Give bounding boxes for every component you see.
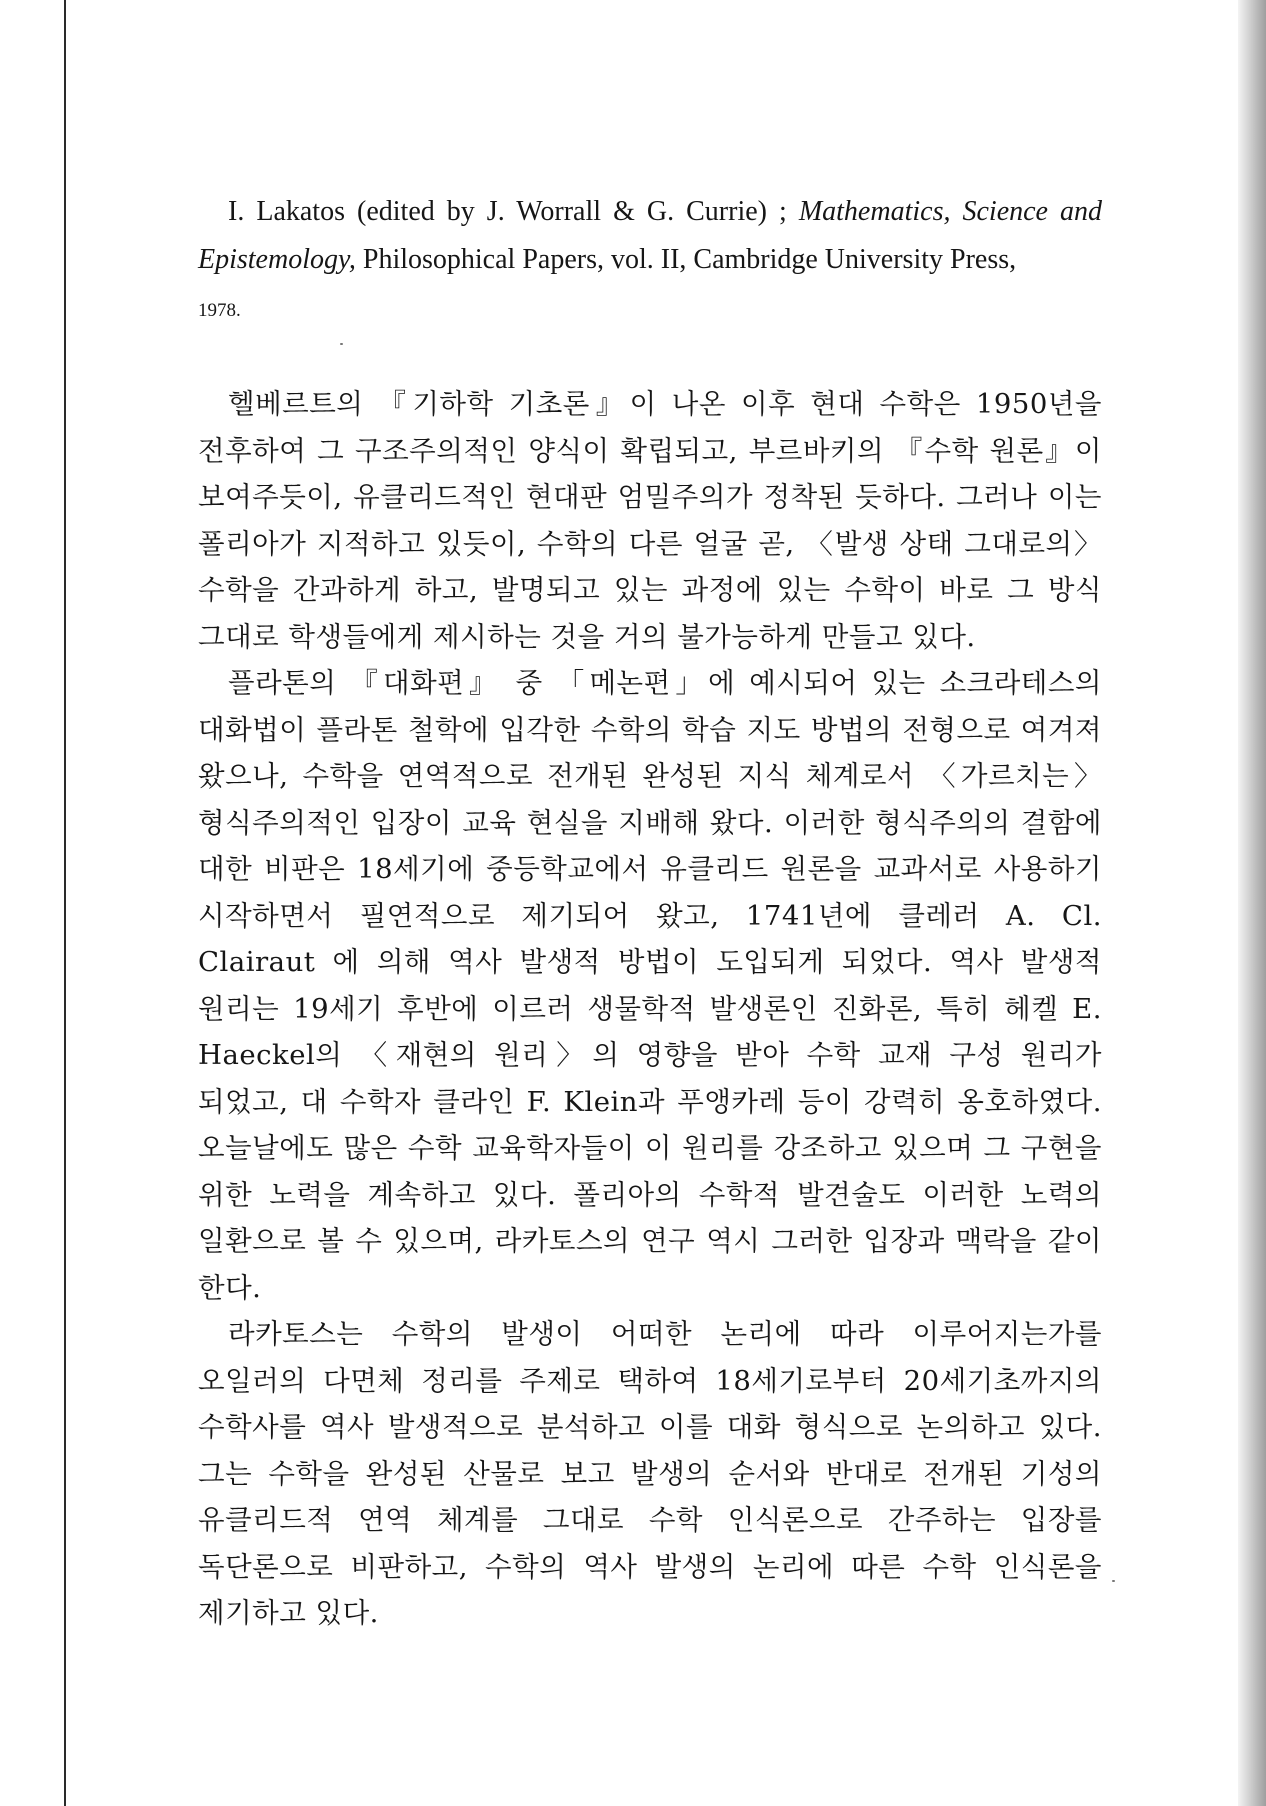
page-edge-shadow xyxy=(1238,0,1266,1806)
paragraph: 플라톤의 『대화편』 중 「메논편」에 예시되어 있는 소크라테스의 대화법이 플라톤 철학에 입각한 수학의 학습 지도 방법의 전형으로 여겨져 왔으나, 수학을 연역적으로 전개된 완성된 지식 체계로서 〈가르치는〉 형식주의적인 입장이 교육 현실을 지배해 왔다. 이러한 형식주의의 결함에 대한 비판은 18세기에 중등학교에서 유클리드 원론을 교과서로 사용하기 시작하면서 필연적으로 제기되어 왔고, 1741년에 클레러 A. Cl. Clairaut 에 의해 역사 발생적 방법이 도입되게 되었다. 역사 발생적 원리는 19세기 후반에 이르러 생물학적 발생론인 진화론, 특히 헤켈 E. Haeckel의 〈재현의 원리〉의 영향을 받아 수학 교재 구성 원리가 되었고, 대 수학자 클라인 F. Klein과 푸앵카레 등이 강력히 옹호하였다. 오늘날에도 많은 수학 교육학자들이 이 원리를 강조하고 있으며 그 구현을 위한 노력을 계속하고 있다. 폴리아의 수학적 발견술도 이러한 노력의 일환으로 볼 수 있으며, 라카토스의 연구 역시 그러한 입장과 맥락을 같이 한다. xyxy=(198,667,1102,1304)
scan-speck xyxy=(340,343,343,345)
scan-speck xyxy=(1112,1580,1115,1582)
text-block xyxy=(198,188,1102,1637)
reference-year: 1978. xyxy=(198,300,241,321)
paragraph: 헬베르트의 『기하학 기초론』이 나온 이후 현대 수학은 1950년을 전후하여 그 구조주의적인 양식이 확립되고, 부르바키의 『수학 원론』이 보여주듯이, 유클리드적인 현대판 엄밀주의가 정착된 듯하다. 그러나 이는 폴리아가 지적하고 있듯이, 수학의 다른 얼굴 곧, 〈발생 상태 그대로의〉 수학을 간과하게 하고, 발명되고 있는 과정에 있는 수학이 바로 그 방식 그대로 학생들에게 제시하는 것을 거의 불가능하게 만들고 있다. xyxy=(198,388,1102,653)
reference-title: Mathematics, Science and Epistemology, xyxy=(198,196,1103,275)
paragraph: 라카토스는 수학의 발생이 어떠한 논리에 따라 이루어지는가를 오일러의 다면체 정리를 주제로 택하여 18세기로부터 20세기초까지의 수학사를 역사 발생적으로 분석하고 이를 대화 형식으로 논의하고 있다. 그는 수학을 완성된 산물로 보고 발생의 순서와 반대로 전개된 기성의 유클리드적 연역 체계를 그대로 수학 인식론으로 간주하는 입장를 독단론으로 비판하고, 수학의 역사 발생의 논리에 따른 수학 인식론을 제기하고 있다. xyxy=(198,1318,1102,1629)
reference-details: Philosophical Papers, vol. II, Cambridge University Press, xyxy=(355,244,1017,275)
reference-author: I. Lakatos (edited by J. Worrall & G. Currie) ; xyxy=(228,196,799,227)
left-page-border xyxy=(0,0,66,1806)
bibliographic-reference xyxy=(198,188,1102,335)
